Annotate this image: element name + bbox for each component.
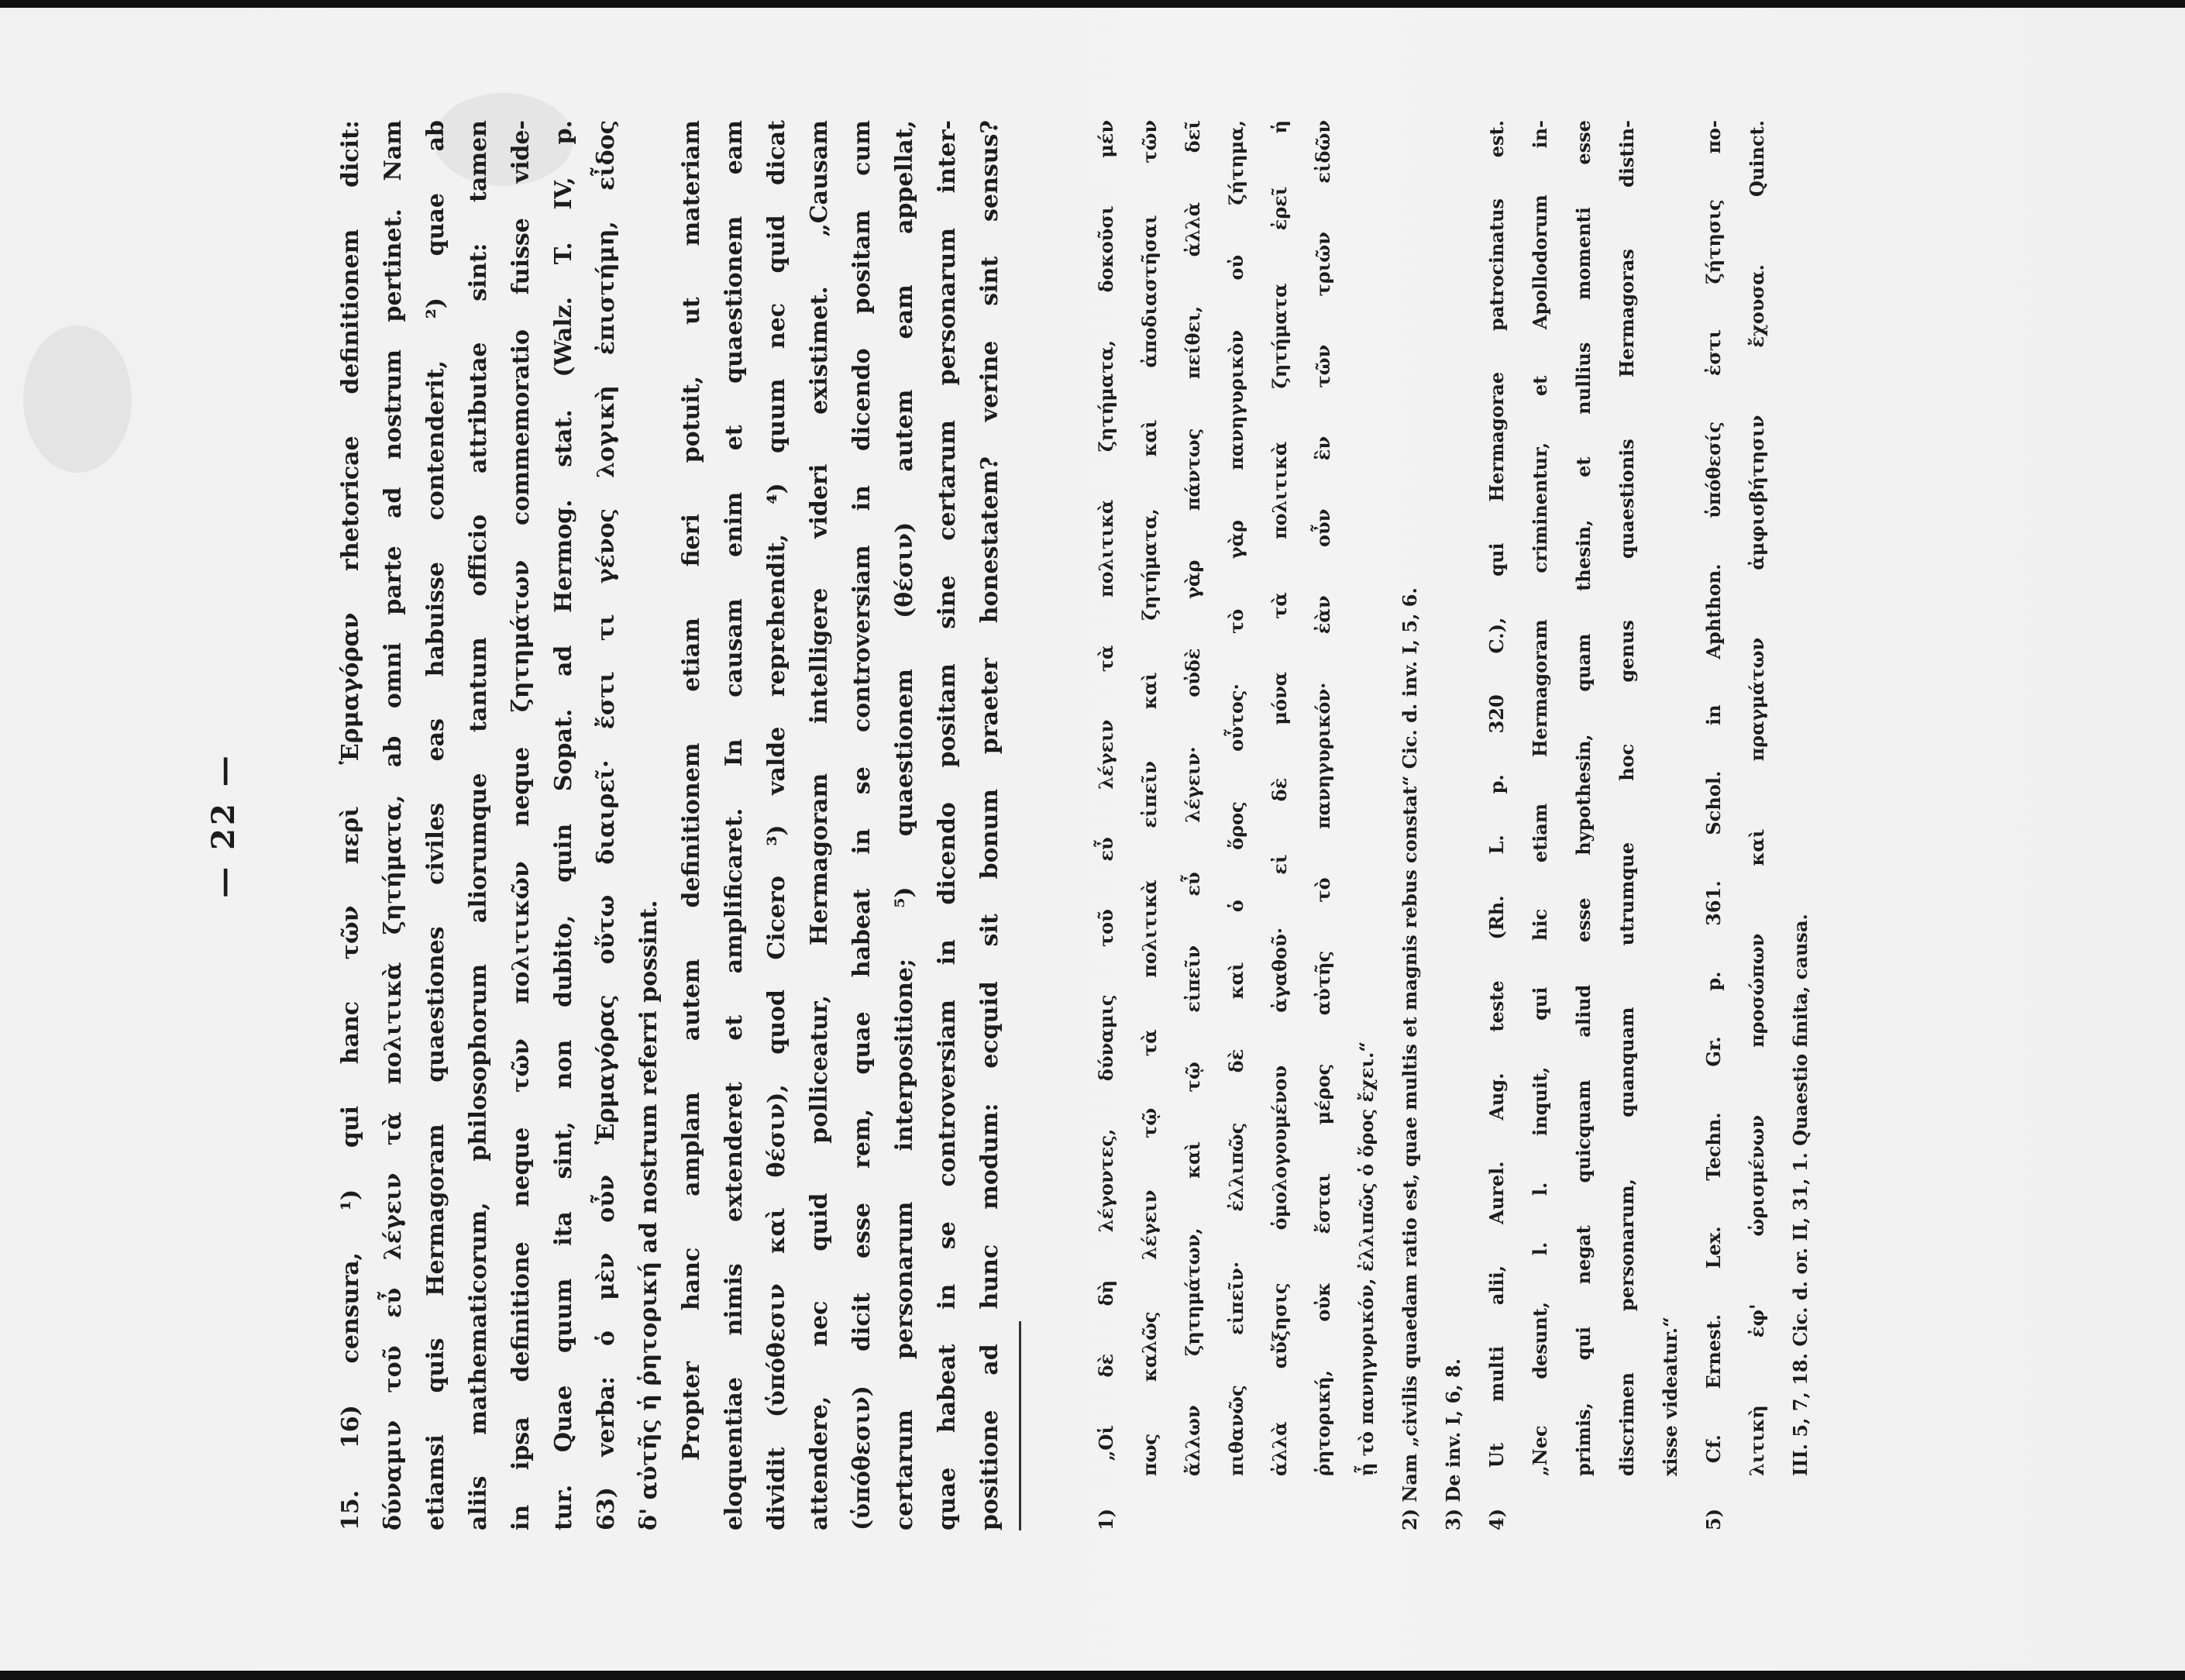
text-line: Propter hanc amplam autem definitionem etiam fieri potuit, ut materiam [678,120,705,1461]
footnote-line: πως καλῶς λέγειν τῷ τὰ πολιτικὰ εἰπεῖν καὶ ζητήματα, καὶ ἀποδιαστῆσαι τῶν [1138,120,1161,1476]
text-line: in ipsa definitione neque τῶν πολιτικῶν neque ζητημάτων commemoratio fuisse vide- [508,120,535,1530]
text-line: δύναμιν τοῦ εὖ λέγειν τὰ πολιτικὰ ζητήματα, ab omni parte ad nostrum pertinet. Nam [380,120,407,1530]
footnote-line: ᾖ τὸ πανηγυρικόν, ἐλλιπῶς ὁ ὅρος ἔχει.“ [1355,1041,1378,1476]
page-number: — 22 — [205,752,242,898]
footnote-line: III. 5, 7, 18. Cic. d. or. II, 31, 1. Quaestio finita, causa. [1789,914,1812,1476]
text-line: positione ad hunc modum: ecquid sit bonum praeter honestatem? verine sint sensus? [976,120,1003,1530]
text-line: (ὑπόθεσιν) dicit esse rem, quae habeat in se controversiam in dicendo positam cum [848,120,876,1530]
footnote-line: primis, qui negat quicquam aliud esse hypothesin, quam thesin, et nullius momenti esse [1572,120,1595,1476]
footnotes [1085,120,1822,1530]
rotated-page [198,97,1817,1554]
text-line: certarum personarum interpositione; ⁵) quaestionem (θέσιν) autem eam appellat, [891,120,918,1530]
footnote-line: „Nec desunt, l. l. inquit, qui hic etiam Hermagoram criminentur, et Apollodorum in- [1529,120,1551,1476]
footnote-line: 4) Ut multi alii, Aurel. Aug. teste (Rh. L. p. 320 C.), qui Hermagorae patrocinatus est. [1485,120,1508,1530]
scan-top-edge [0,0,2185,8]
footnote-line: ἄλλων ζητημάτων, καὶ τῷ εἰπεῖν εὖ λέγειν· οὐδὲ γὰρ πάντως πείθει, ἀλλὰ δεῖ [1182,120,1204,1476]
scan-bottom-edge [0,1671,2185,1680]
text-line: dividit (ὑπόθεσιν καὶ θέσιν), quod Cicero ³) valde reprehendit, ⁴) quum nec quid dicat [763,120,790,1530]
text-line: 63) verba: ὁ μὲν οὖν Ἑρμαγόρας οὕτω διαιρεῖ· ἔστι τι γένος λογικὴ ἐπιστήμη, εἶδος [593,120,620,1530]
footnote-line: ῥητορική, οὐκ ἔσται μέρος αὐτῆς τὸ πανηγυρικόν· ἐὰν οὖν ἓν τῶν τριῶν εἰδῶν [1312,120,1334,1476]
main-text [329,120,1011,1530]
text-line: etiamsi quis Hermagoram quaestiones civiles eas habuisse contenderit, ²) quae ab [422,120,449,1530]
footnote-divider [1019,1321,1021,1530]
footnote-line: ἀλλὰ αὔξησις ὁμολογουμένου ἀγαθοῦ· εἰ δὲ μόνα τὰ πολιτικὰ ζητήματα ἐρεῖ ἡ [1268,120,1291,1476]
text-line: attendere, nec quid polliceatur, Hermagoram intelligere videri existimet. „Causam [806,120,833,1530]
footnote-line: 5) Cf. Ernest. Lex. Techn. Gr. p. 361. Schol. in Aphthon. ὑπόθεσίς ἐστι ζήτησις πο- [1702,120,1725,1530]
text-line: quae habeat in se controversiam in dicendo positam sine certarum personarum inter- [934,120,961,1530]
footnote-line: πιθανῶς εἰπεῖν· ἐλλιπῶς δὲ καὶ ὁ ὅρος οὗτος· τὸ γὰρ πανηγυρικὸν οὐ ζήτημα, [1225,120,1247,1476]
footnote-line: 2) Nam „civilis quaedam ratio est, quae multis et magnis rebus constat“ Cic. d. inv. I, 5, 6. [1399,587,1421,1530]
footnote-line: 1) „Οἱ δὲ δὴ λέγοντες, δύναμις τοῦ εὖ λέγειν τὰ πολιτικὰ ζητήματα, δοκοῦσι μέν [1095,120,1117,1530]
text-line: eloquentiae nimis extenderet et amplificaret. In causam enim et quaestionem eam [721,120,748,1530]
footnote-line: λιτικὴ ἐφ' ὡρισμένων προσώπων καὶ πραγμάτων ἀμφισβήτησιν ἔχουσα. Quinct. [1746,120,1768,1476]
text-line: tur. Quae quum ita sint, non dubito, quin Sopat. ad Hermog. stat. (Walz. T. IV, p. [550,120,577,1530]
paper-smudge [23,325,132,473]
footnote-line: xisse videatur.“ [1659,1317,1681,1476]
footnote-line: discrimen personarum, quanquam utrumque hoc genus quaestionis Hermagoras distin- [1616,120,1638,1476]
text-line: 15. 16) censura, ¹) qui hanc τῶν περὶ Ἑρμαγόραν rhetoricae definitionem dicit: [337,120,364,1530]
text-line: δ' αὐτῆς ἡ ῥητορική ad nostrum referri possint. [635,900,662,1530]
footnote-line: 3) De inv. I, 6, 8. [1442,1358,1464,1530]
text-line: aliis mathematicorum, philosophorum aliorumque tantum officio attributae sint: tamen [465,120,492,1530]
